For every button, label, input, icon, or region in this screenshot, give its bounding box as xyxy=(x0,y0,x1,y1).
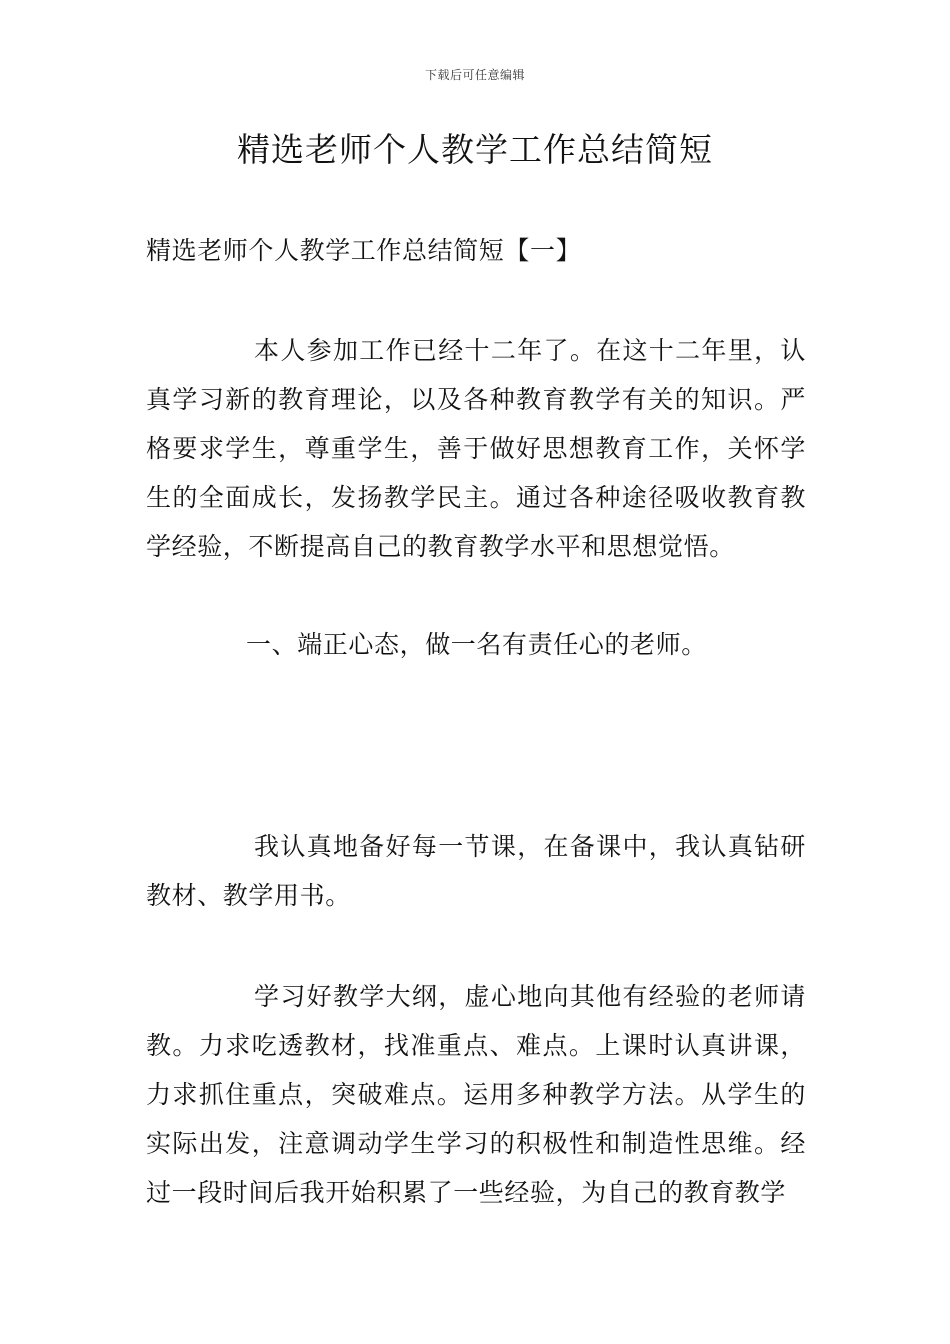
header-note: 下载后可任意编辑 xyxy=(424,68,525,82)
paragraph: 学习好教学大纲，虚心地向其他有经验的老师请教。力求吃透教材，找准重点、难点。上课时认真讲课，力求抓住重点，突破难点。运用多种教学方法。从学生的实际出发，注意调动学生学习的积极性和制造性思维。经过一段时间后我开始积累了一些经验，为自己的教育教学 xyxy=(146,982,806,1207)
section-heading: 精选老师个人教学工作总结简短【一】 xyxy=(146,236,582,265)
document-title: 精选老师个人教学工作总结简短 xyxy=(237,130,713,169)
item-heading: 一、端正心态，做一名有责任心的老师。 xyxy=(246,630,707,659)
paragraph: 我认真地备好每一节课，在备课中，我认真钻研教材、教学用书。 xyxy=(146,832,806,910)
paragraph: 本人参加工作已经十二年了。在这十二年里，认真学习新的教育理论，以及各种教育教学有关的知识。严格要求学生，尊重学生，善于做好思想教育工作，关怀学生的全面成长，发扬教学民主。通过各种途径吸收教育教学经验，不断提高自己的教育教学水平和思想觉悟。 xyxy=(146,336,806,561)
